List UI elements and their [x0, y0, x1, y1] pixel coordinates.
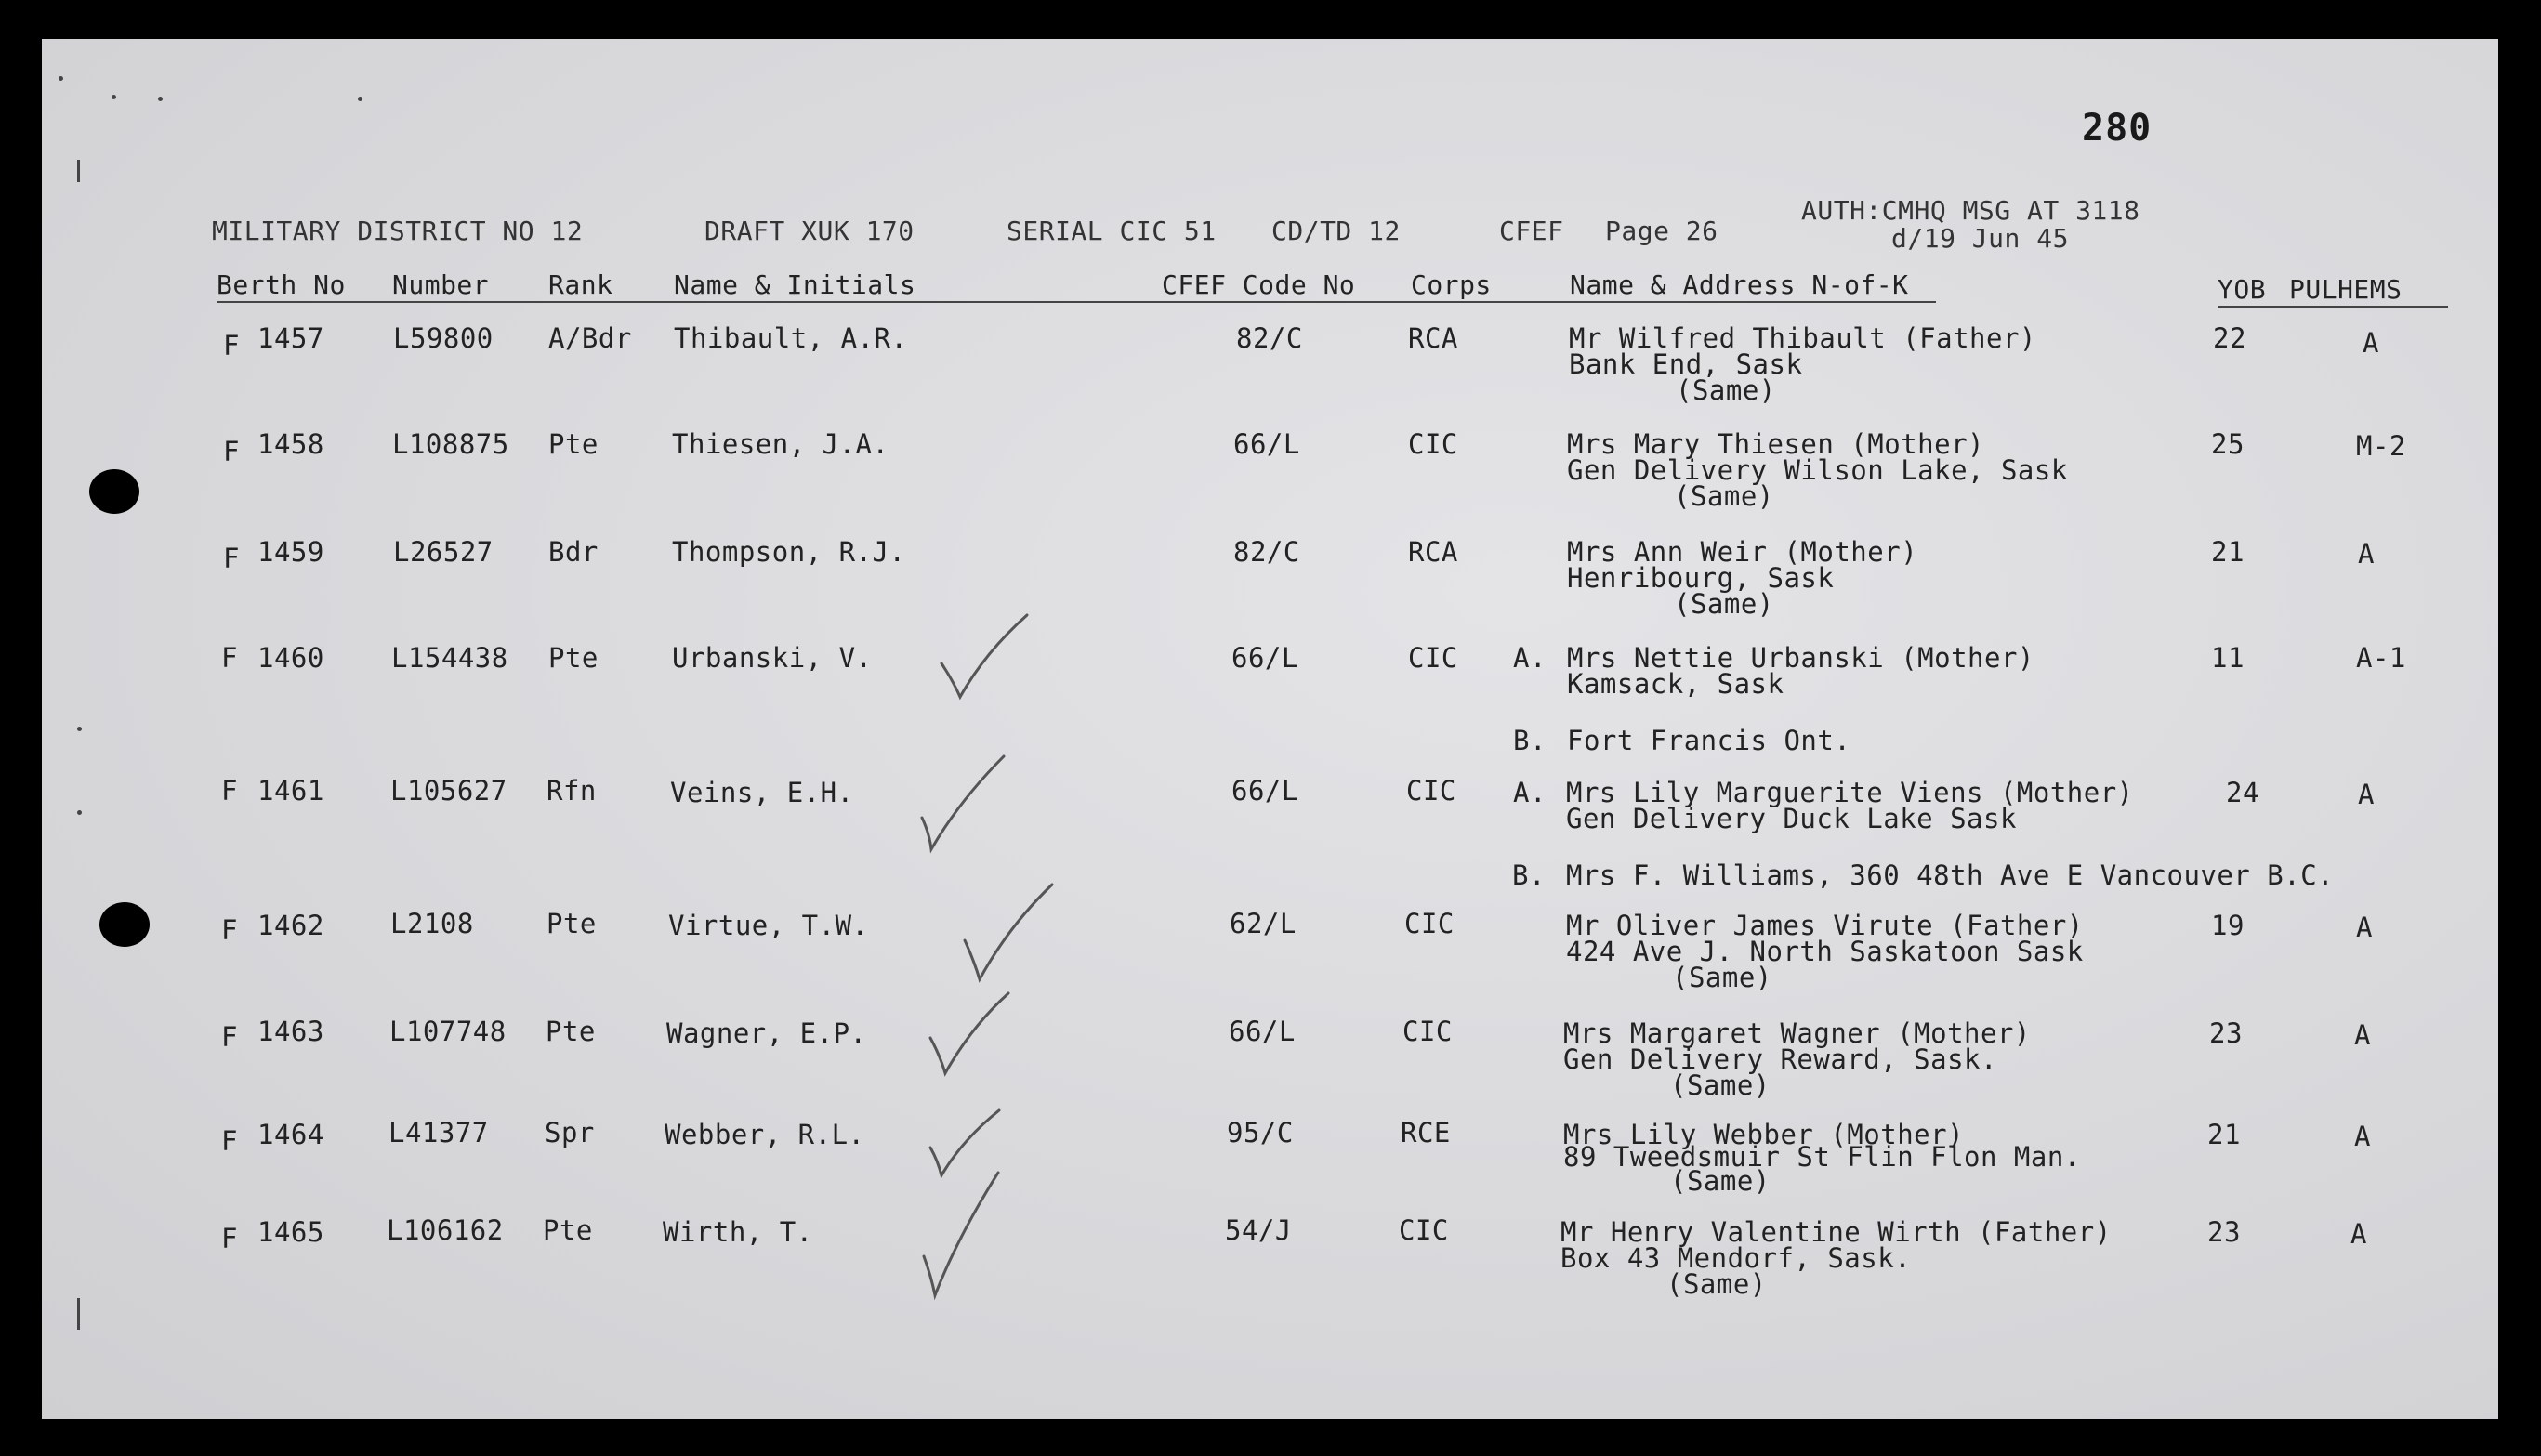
col-berth: Berth No: [217, 269, 346, 300]
row-yob: 25: [2211, 428, 2245, 460]
row-name: Thibault, A.R.: [674, 322, 908, 354]
row-code: 66/L: [1231, 642, 1298, 674]
row-yob: 19: [2211, 910, 2245, 941]
row-nok-b: Fort Francis Ont.: [1567, 725, 1851, 756]
header-auth-date: d/19 Jun 45: [1891, 223, 2069, 254]
row-rank: Rfn: [546, 775, 597, 807]
row-nok-line2: 89 Tweedsmuir St Flin Flon Man.: [1563, 1141, 2081, 1173]
header-draft: DRAFT XUK 170: [704, 216, 915, 246]
row-pulhems: A: [2354, 1019, 2371, 1051]
row-berth: 1465: [257, 1216, 324, 1248]
row-nok-line2: Henribourg, Sask: [1567, 562, 1835, 594]
row-nok-prefix: A.: [1513, 777, 1547, 808]
row-name: Webber, R.L.: [665, 1119, 865, 1150]
row-berth: 1457: [257, 322, 324, 354]
row-code: 95/C: [1227, 1117, 1294, 1148]
row-nok-line1: Mrs Nettie Urbanski (Mother): [1567, 642, 2034, 674]
row-yob: 22: [2213, 322, 2246, 354]
row-number: L2108: [390, 908, 474, 939]
row-name: Thiesen, J.A.: [672, 428, 889, 460]
speck: [158, 97, 163, 101]
row-rank: Spr: [545, 1117, 595, 1148]
row-f: F: [221, 1223, 238, 1254]
row-nok-line2: Box 43 Mendorf, Sask.: [1560, 1242, 1912, 1274]
col-rank: Rank: [548, 269, 613, 300]
row-pulhems: M-2: [2356, 430, 2406, 462]
header-auth: AUTH:CMHQ MSG AT 3118: [1801, 195, 2140, 226]
row-number: L105627: [390, 775, 507, 807]
speck: [77, 727, 82, 731]
row-corps: RCE: [1401, 1117, 1451, 1148]
speck: [358, 97, 362, 101]
edge-mark: [77, 1298, 80, 1330]
row-name: Thompson, R.J.: [672, 536, 906, 568]
row-f: F: [223, 330, 240, 361]
row-nok-line3: (Same): [1672, 962, 1772, 993]
col-name: Name & Initials: [674, 269, 916, 300]
row-name: Urbanski, V.: [672, 642, 873, 674]
row-code: 54/J: [1225, 1214, 1292, 1246]
row-pulhems: A: [2358, 538, 2375, 570]
row-name: Wirth, T.: [663, 1216, 813, 1248]
col-corps: Corps: [1411, 269, 1492, 300]
header-cd: CD/TD 12: [1271, 216, 1401, 246]
row-f: F: [223, 436, 240, 467]
row-berth: 1460: [257, 642, 324, 674]
speck: [59, 76, 63, 81]
col-nok: Name & Address N-of-K: [1570, 269, 1909, 300]
page-number: 280: [2082, 107, 2153, 150]
row-f: F: [221, 642, 238, 674]
row-name: Virtue, T.W.: [668, 910, 869, 941]
col-number: Number: [392, 269, 490, 300]
row-nok-line1: Mrs Ann Weir (Mother): [1567, 536, 1918, 568]
check-mark: [911, 745, 1013, 857]
row-pulhems: A: [2358, 779, 2375, 810]
row-corps: RCA: [1408, 322, 1458, 354]
row-pulhems: A: [2354, 1121, 2371, 1152]
row-nok-line1: Mrs Margaret Wagner (Mother): [1563, 1017, 2031, 1049]
row-number: L41377: [388, 1117, 489, 1148]
header-district: MILITARY DISTRICT NO 12: [212, 216, 584, 246]
row-f: F: [221, 914, 238, 946]
row-f: F: [221, 1125, 238, 1157]
col-code: CFEF Code No: [1162, 269, 1356, 300]
row-f: F: [221, 775, 238, 807]
row-number: L26527: [393, 536, 494, 568]
row-code: 82/C: [1236, 322, 1303, 354]
col-yob: YOB: [2218, 274, 2267, 305]
check-mark: [934, 606, 1036, 708]
row-corps: CIC: [1406, 775, 1456, 807]
row-pulhems: A: [2356, 912, 2373, 943]
row-berth: 1463: [257, 1016, 324, 1047]
row-yob: 21: [2207, 1119, 2241, 1150]
row-berth: 1462: [257, 910, 324, 941]
row-number: L106162: [387, 1214, 504, 1246]
row-berth: 1459: [257, 536, 324, 568]
header-rule: [217, 301, 1936, 303]
header-page: Page 26: [1605, 216, 1718, 246]
row-nok-line1: Mrs Mary Thiesen (Mother): [1567, 428, 1984, 460]
speck: [77, 810, 82, 815]
row-corps: CIC: [1408, 642, 1458, 674]
row-nok-line3: (Same): [1670, 1069, 1771, 1101]
row-nok-line3: (Same): [1674, 588, 1774, 620]
row-nok-line3: (Same): [1676, 374, 1776, 406]
row-berth: 1464: [257, 1119, 324, 1150]
row-berth: 1461: [257, 775, 324, 807]
row-rank: Pte: [546, 908, 597, 939]
row-pulhems: A-1: [2356, 642, 2406, 674]
row-number: L59800: [393, 322, 494, 354]
punch-hole: [89, 469, 139, 514]
row-pulhems: A: [2350, 1218, 2367, 1250]
row-yob: 23: [2209, 1017, 2243, 1049]
row-nok-b-prefix: B.: [1512, 859, 1546, 891]
row-nok-line2: Bank End, Sask: [1569, 348, 1803, 380]
punch-hole: [99, 902, 150, 947]
row-berth: 1458: [257, 428, 324, 460]
row-f: F: [221, 1021, 238, 1053]
row-corps: CIC: [1404, 908, 1455, 939]
row-yob: 24: [2226, 777, 2259, 808]
row-number: L107748: [389, 1016, 507, 1047]
speck: [112, 95, 116, 99]
row-nok-line2: Kamsack, Sask: [1567, 668, 1784, 700]
row-number: L154438: [391, 642, 508, 674]
row-code: 82/C: [1233, 536, 1300, 568]
row-rank: Pte: [546, 1016, 596, 1047]
row-rank: Pte: [548, 428, 599, 460]
row-number: L108875: [392, 428, 509, 460]
check-mark: [923, 982, 1016, 1084]
row-nok-line2: Gen Delivery Wilson Lake, Sask: [1567, 454, 2068, 486]
document-sheet: [42, 39, 2498, 1419]
row-nok-line1: Mr Henry Valentine Wirth (Father): [1560, 1216, 2112, 1248]
row-nok-line3: (Same): [1674, 480, 1774, 512]
row-f: F: [223, 543, 240, 574]
row-nok-line1: Mr Oliver James Virute (Father): [1566, 910, 2084, 941]
row-nok-b: Mrs F. Williams, 360 48th Ave E Vancouver B.C.: [1566, 859, 2335, 891]
row-nok-line1: Mrs Lily Marguerite Viens (Mother): [1566, 777, 2134, 808]
row-rank: Bdr: [548, 536, 599, 568]
row-name: Wagner, E.P.: [666, 1017, 867, 1049]
row-nok-line3: (Same): [1670, 1165, 1771, 1197]
row-rank: Pte: [548, 642, 599, 674]
row-nok-line3: (Same): [1666, 1268, 1767, 1300]
row-code: 66/L: [1231, 775, 1298, 807]
row-pulhems: A: [2363, 327, 2379, 359]
row-nok-line2: 424 Ave J. North Saskatoon Sask: [1566, 936, 2084, 967]
row-code: 62/L: [1230, 908, 1297, 939]
row-corps: CIC: [1402, 1016, 1453, 1047]
col-pulhems: PULHEMS: [2289, 274, 2403, 305]
row-nok-prefix: A.: [1513, 642, 1547, 674]
row-rank: A/Bdr: [548, 322, 632, 354]
row-code: 66/L: [1233, 428, 1300, 460]
row-name: Veins, E.H.: [670, 777, 854, 808]
header-serial: SERIAL CIC 51: [1007, 216, 1217, 246]
row-code: 66/L: [1229, 1016, 1296, 1047]
header-rule-right: [2218, 306, 2448, 308]
row-nok-line2: Gen Delivery Reward, Sask.: [1563, 1043, 1997, 1075]
row-nok-b-prefix: B.: [1513, 725, 1547, 756]
row-yob: 11: [2211, 642, 2245, 674]
row-yob: 21: [2211, 536, 2245, 568]
row-nok-line1: Mr Wilfred Thibault (Father): [1569, 322, 2036, 354]
row-corps: RCA: [1408, 536, 1458, 568]
edge-mark: [77, 160, 80, 182]
row-corps: CIC: [1408, 428, 1458, 460]
row-nok-line2: Gen Delivery Duck Lake Sask: [1566, 803, 2017, 834]
row-yob: 23: [2207, 1216, 2241, 1248]
row-corps: CIC: [1399, 1214, 1449, 1246]
check-mark: [957, 875, 1060, 987]
check-mark: [911, 1163, 1004, 1303]
row-nok-line1: Mrs Lily Webber (Mother): [1563, 1119, 1965, 1150]
row-rank: Pte: [543, 1214, 593, 1246]
header-cfef: CFEF: [1499, 216, 1564, 246]
